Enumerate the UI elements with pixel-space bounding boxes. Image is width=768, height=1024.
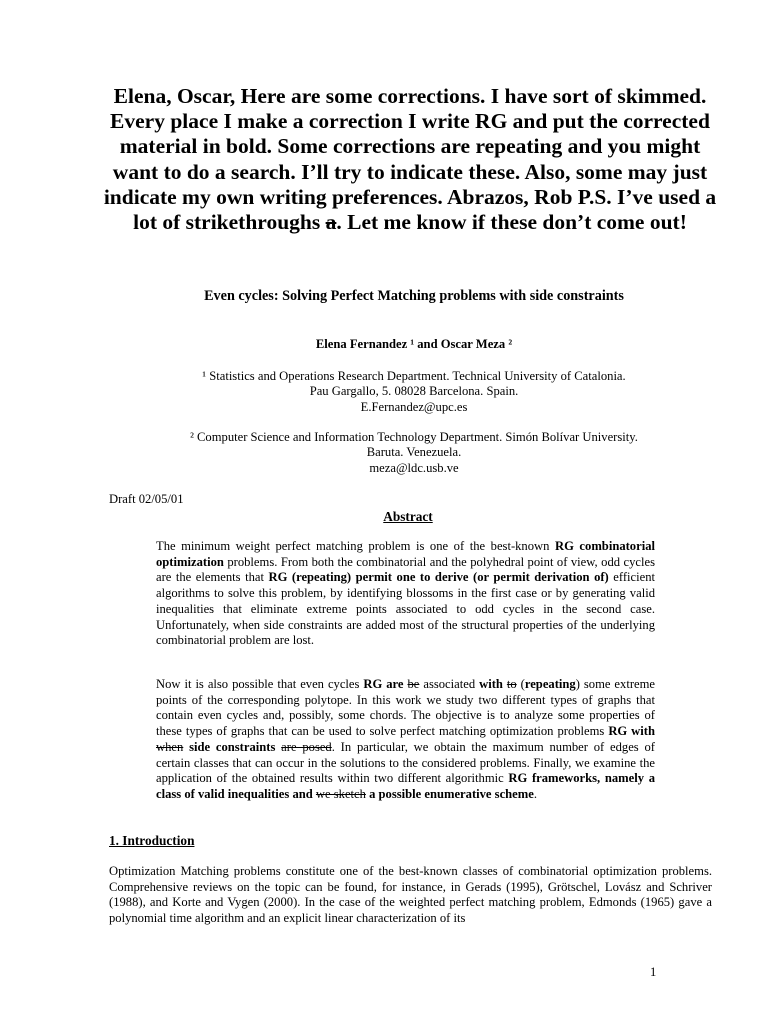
strikethrough-text: to — [506, 677, 517, 691]
strikethrough-text: when — [156, 739, 184, 754]
strikethrough-text: be — [407, 677, 420, 691]
correction-bold: RG frameworks, namely a class of valid inequalities and — [156, 771, 655, 801]
correction-bold: a possible enumerative scheme — [369, 786, 534, 801]
affiliation-2-address: Baruta. Venezuela. — [366, 445, 462, 460]
correction-bold: RG with — [608, 724, 655, 739]
abstract-text: ( — [516, 677, 525, 691]
correction-bold: RG combinatorial optimization — [156, 539, 655, 569]
abstract-paragraph-2 — [156, 677, 655, 803]
affiliation-2-email: meza@ldc.usb.ve — [369, 460, 459, 475]
correction-bold: repeating — [524, 677, 576, 691]
abstract-text: Now it is also possible that even cycles — [156, 677, 364, 691]
affiliation-2 — [60, 430, 768, 476]
note-text: Elena, Oscar, Here are some corrections. I have sort of skimmed. Every place I make a correction I write RG and put the corrected material in bold. Some corrections are repeating and you might want to do a search. I’ll try to indicate these. Also, some may just indicate my own writing preferences. Abrazos, Rob P.S. I’ve used a lot of strikethroughs — [103, 84, 717, 235]
abstract-text: efficient algorithms to solve this problem, by identifying blossoms in the first case or by generating valid inequalities that eliminate extreme points associated to odd cycles in the second case. Unfortunately, when side constraints are added most of the structural properties of the underlying combinatorial problem are lost. — [156, 570, 656, 648]
affiliation-1-dept: ¹ Statistics and Operations Research Department. Technical University of Catalonia. — [202, 369, 626, 383]
abstract-text: . In particular, we obtain the maximum number of edges of certain classes that can occur in the solutions to the considered problems. Finally, we examine the application of the obtained results within two different algorithmic — [156, 739, 655, 786]
abstract-text: problems. From both the combinatorial and the polyhedral point of view, odd cycles are the elements that — [156, 554, 655, 585]
affiliation-1-address: Pau Gargallo, 5. 08028 Barcelona. Spain. — [309, 384, 519, 399]
review-note — [100, 84, 720, 235]
abstract-heading: Abstract — [383, 509, 433, 524]
paper-title: Even cycles: Solving Perfect Matching problems with side constraints — [204, 288, 624, 304]
page-number: 1 — [650, 965, 657, 979]
paper-authors: Elena Fernandez ¹ and Oscar Meza ² — [315, 337, 513, 351]
affiliation-1-email: E.Fernandez@upc.es — [360, 399, 468, 414]
correction-bold: with — [479, 677, 503, 691]
introduction-paragraph: Optimization Matching problems constitute one of the best-known classes of combinatorial optimization problems. Comprehensive reviews on the topic can be found, for instance, in Gerads (1995), Grötschel, Lovász and Schriver (1988), and Korte and Vygen (2000). In the case of the weighted perfect matching problem, Edmonds (1965) gave a polynomial time algorithm and an explicit linear characterization of its — [109, 864, 712, 926]
correction-bold: RG (repeating) permit one to derive (or permit derivation of) — [268, 570, 609, 585]
affiliation-1 — [60, 369, 768, 415]
draft-date: Draft 02/05/01 — [109, 492, 184, 506]
correction-bold: RG are — [363, 677, 404, 691]
strikethrough-text: we sketch — [315, 786, 366, 801]
abstract-text: The minimum weight perfect matching problem is one of the best-known — [156, 539, 555, 553]
abstract-text: associated — [419, 677, 480, 691]
section-heading-introduction: 1. Introduction — [109, 833, 195, 848]
note-struck-text: a — [325, 210, 337, 235]
correction-bold: side constraints — [189, 739, 276, 754]
abstract-text: ) some extreme points of the corresponding polytope. In this work we study two different types of graphs that contain even cycles and, possibly, some chords. The objective is to analyze some properties of these types of graphs that can be used to solve perfect matching optimization problems — [156, 677, 655, 739]
affiliation-2-dept: ² Computer Science and Information Technology Department. Simón Bolívar University. — [190, 430, 638, 444]
abstract-text: . — [533, 786, 537, 801]
note-text-end: . Let me know if these don’t come out! — [336, 210, 687, 235]
strikethrough-text: are posed — [281, 739, 332, 754]
abstract-paragraph-1 — [156, 539, 655, 649]
